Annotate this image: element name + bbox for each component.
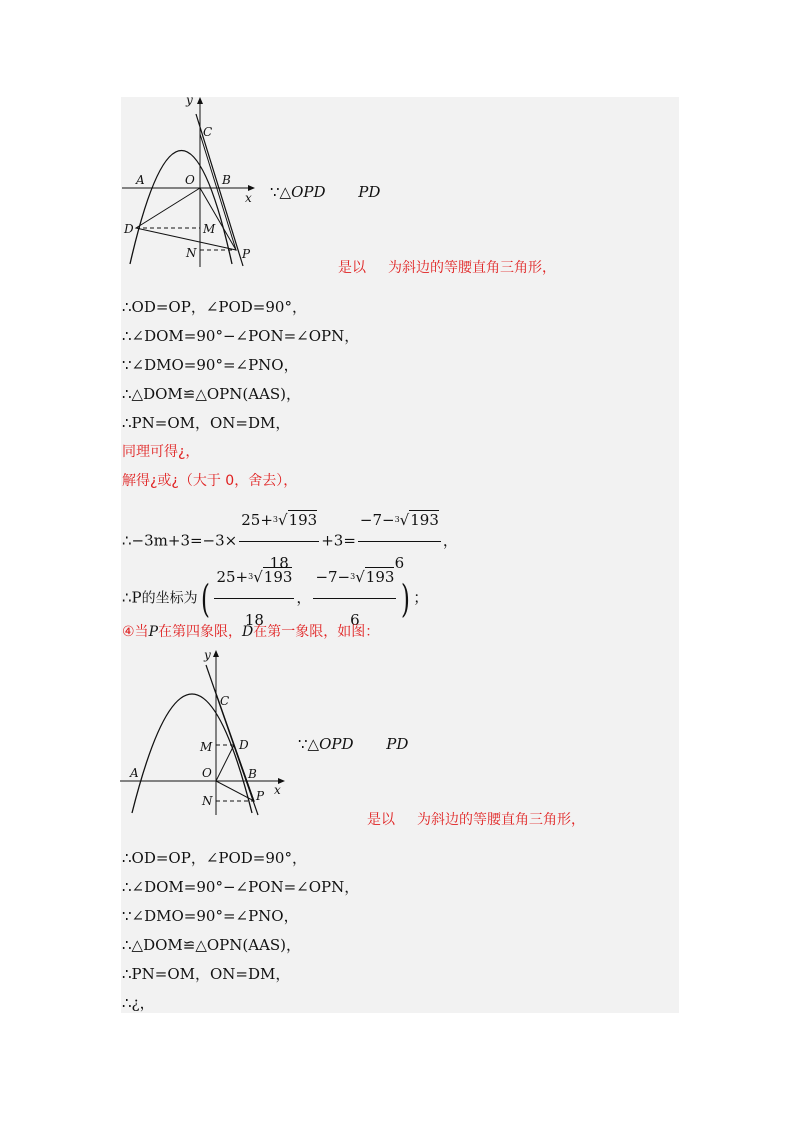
label-o: O <box>202 766 212 780</box>
figure-1-parabola-diagram <box>122 92 267 272</box>
label-p: P <box>242 247 251 261</box>
label-n: N <box>202 794 213 808</box>
label-d: D <box>124 222 134 236</box>
tangent-line <box>206 665 258 815</box>
step2-line-1: ∴OD=OP，∠POD=90°， <box>122 849 307 867</box>
isosceles-line-1: 是以 为斜边的等腰直角三角形， <box>338 260 556 276</box>
because-opd-line-1: ∵△OPD PD <box>270 183 381 201</box>
label-a: A <box>130 766 139 780</box>
step1-line-3: ∵∠DMO=90°=∠PNO， <box>122 356 299 374</box>
step1-line-1: ∴OD=OP，∠POD=90°， <box>122 298 307 316</box>
because-opd-line-2: ∵△OPD PD <box>298 735 409 753</box>
step1-line-7: 解得¿或¿（大于 0，舍去）， <box>122 473 298 489</box>
isosceles-line-2: 是以 为斜边的等腰直角三角形， <box>367 812 585 828</box>
step1-line-2: ∴∠DOM=90°−∠PON=∠OPN， <box>122 327 360 345</box>
step1-line-6: 同理可得¿， <box>122 444 200 460</box>
label-d: D <box>239 738 249 752</box>
label-y: y <box>204 648 211 662</box>
figure-2-parabola-diagram <box>118 645 290 820</box>
label-p: P <box>256 789 265 803</box>
coord-fraction-y: $\frac{-7-^3√193}{6}$ <box>313 557 396 640</box>
label-x: x <box>274 783 281 797</box>
label-b: B <box>248 767 257 781</box>
label-b: B <box>222 173 231 187</box>
label-n: N <box>186 246 197 260</box>
coord-fraction-x: $\frac{25+^3√193}{18}$ <box>214 557 294 640</box>
step1-line-4: ∴△DOM≌△OPN(AAS)， <box>122 385 302 403</box>
parabola-curve <box>130 151 232 265</box>
label-m: M <box>203 222 216 236</box>
case4-heading: ④当P在第四象限，D在第一象限，如图： <box>122 624 380 640</box>
calc-line: ∴−3m+3=−3× $\frac{25+^3√193}{18}$ +3= $\frac{-7-^3√193}{6}$ ， <box>122 500 458 583</box>
parabola-curve <box>132 694 252 813</box>
step2-line-2: ∴∠DOM=90°−∠PON=∠OPN， <box>122 878 360 896</box>
step1-line-5: ∴PN=OM，ON=DM， <box>122 414 291 432</box>
step2-line-4: ∴△DOM≌△OPN(AAS)， <box>122 936 302 954</box>
label-y: y <box>186 93 193 107</box>
label-m: M <box>200 740 213 754</box>
coordinate-line: ∴P的坐标为( $\frac{25+^3√193}{18}$ ， $\frac{-7-^3√193}{6}$ ) ； <box>122 557 428 640</box>
step2-line-5: ∴PN=OM，ON=DM， <box>122 965 291 983</box>
label-a: A <box>136 173 145 187</box>
label-o: O <box>185 173 195 187</box>
step2-line-3: ∵∠DMO=90°=∠PNO， <box>122 907 299 925</box>
label-c: C <box>203 125 213 139</box>
right-paren: ) <box>401 576 411 621</box>
fraction-2: $\frac{-7-^3√193}{6}$ <box>358 500 441 583</box>
left-paren: ( <box>200 576 210 621</box>
step2-line-6: ∴¿， <box>122 994 155 1012</box>
label-c: C <box>220 694 230 708</box>
label-x: x <box>245 191 252 205</box>
fraction-1: $\frac{25+^3√193}{18}$ <box>239 500 319 583</box>
